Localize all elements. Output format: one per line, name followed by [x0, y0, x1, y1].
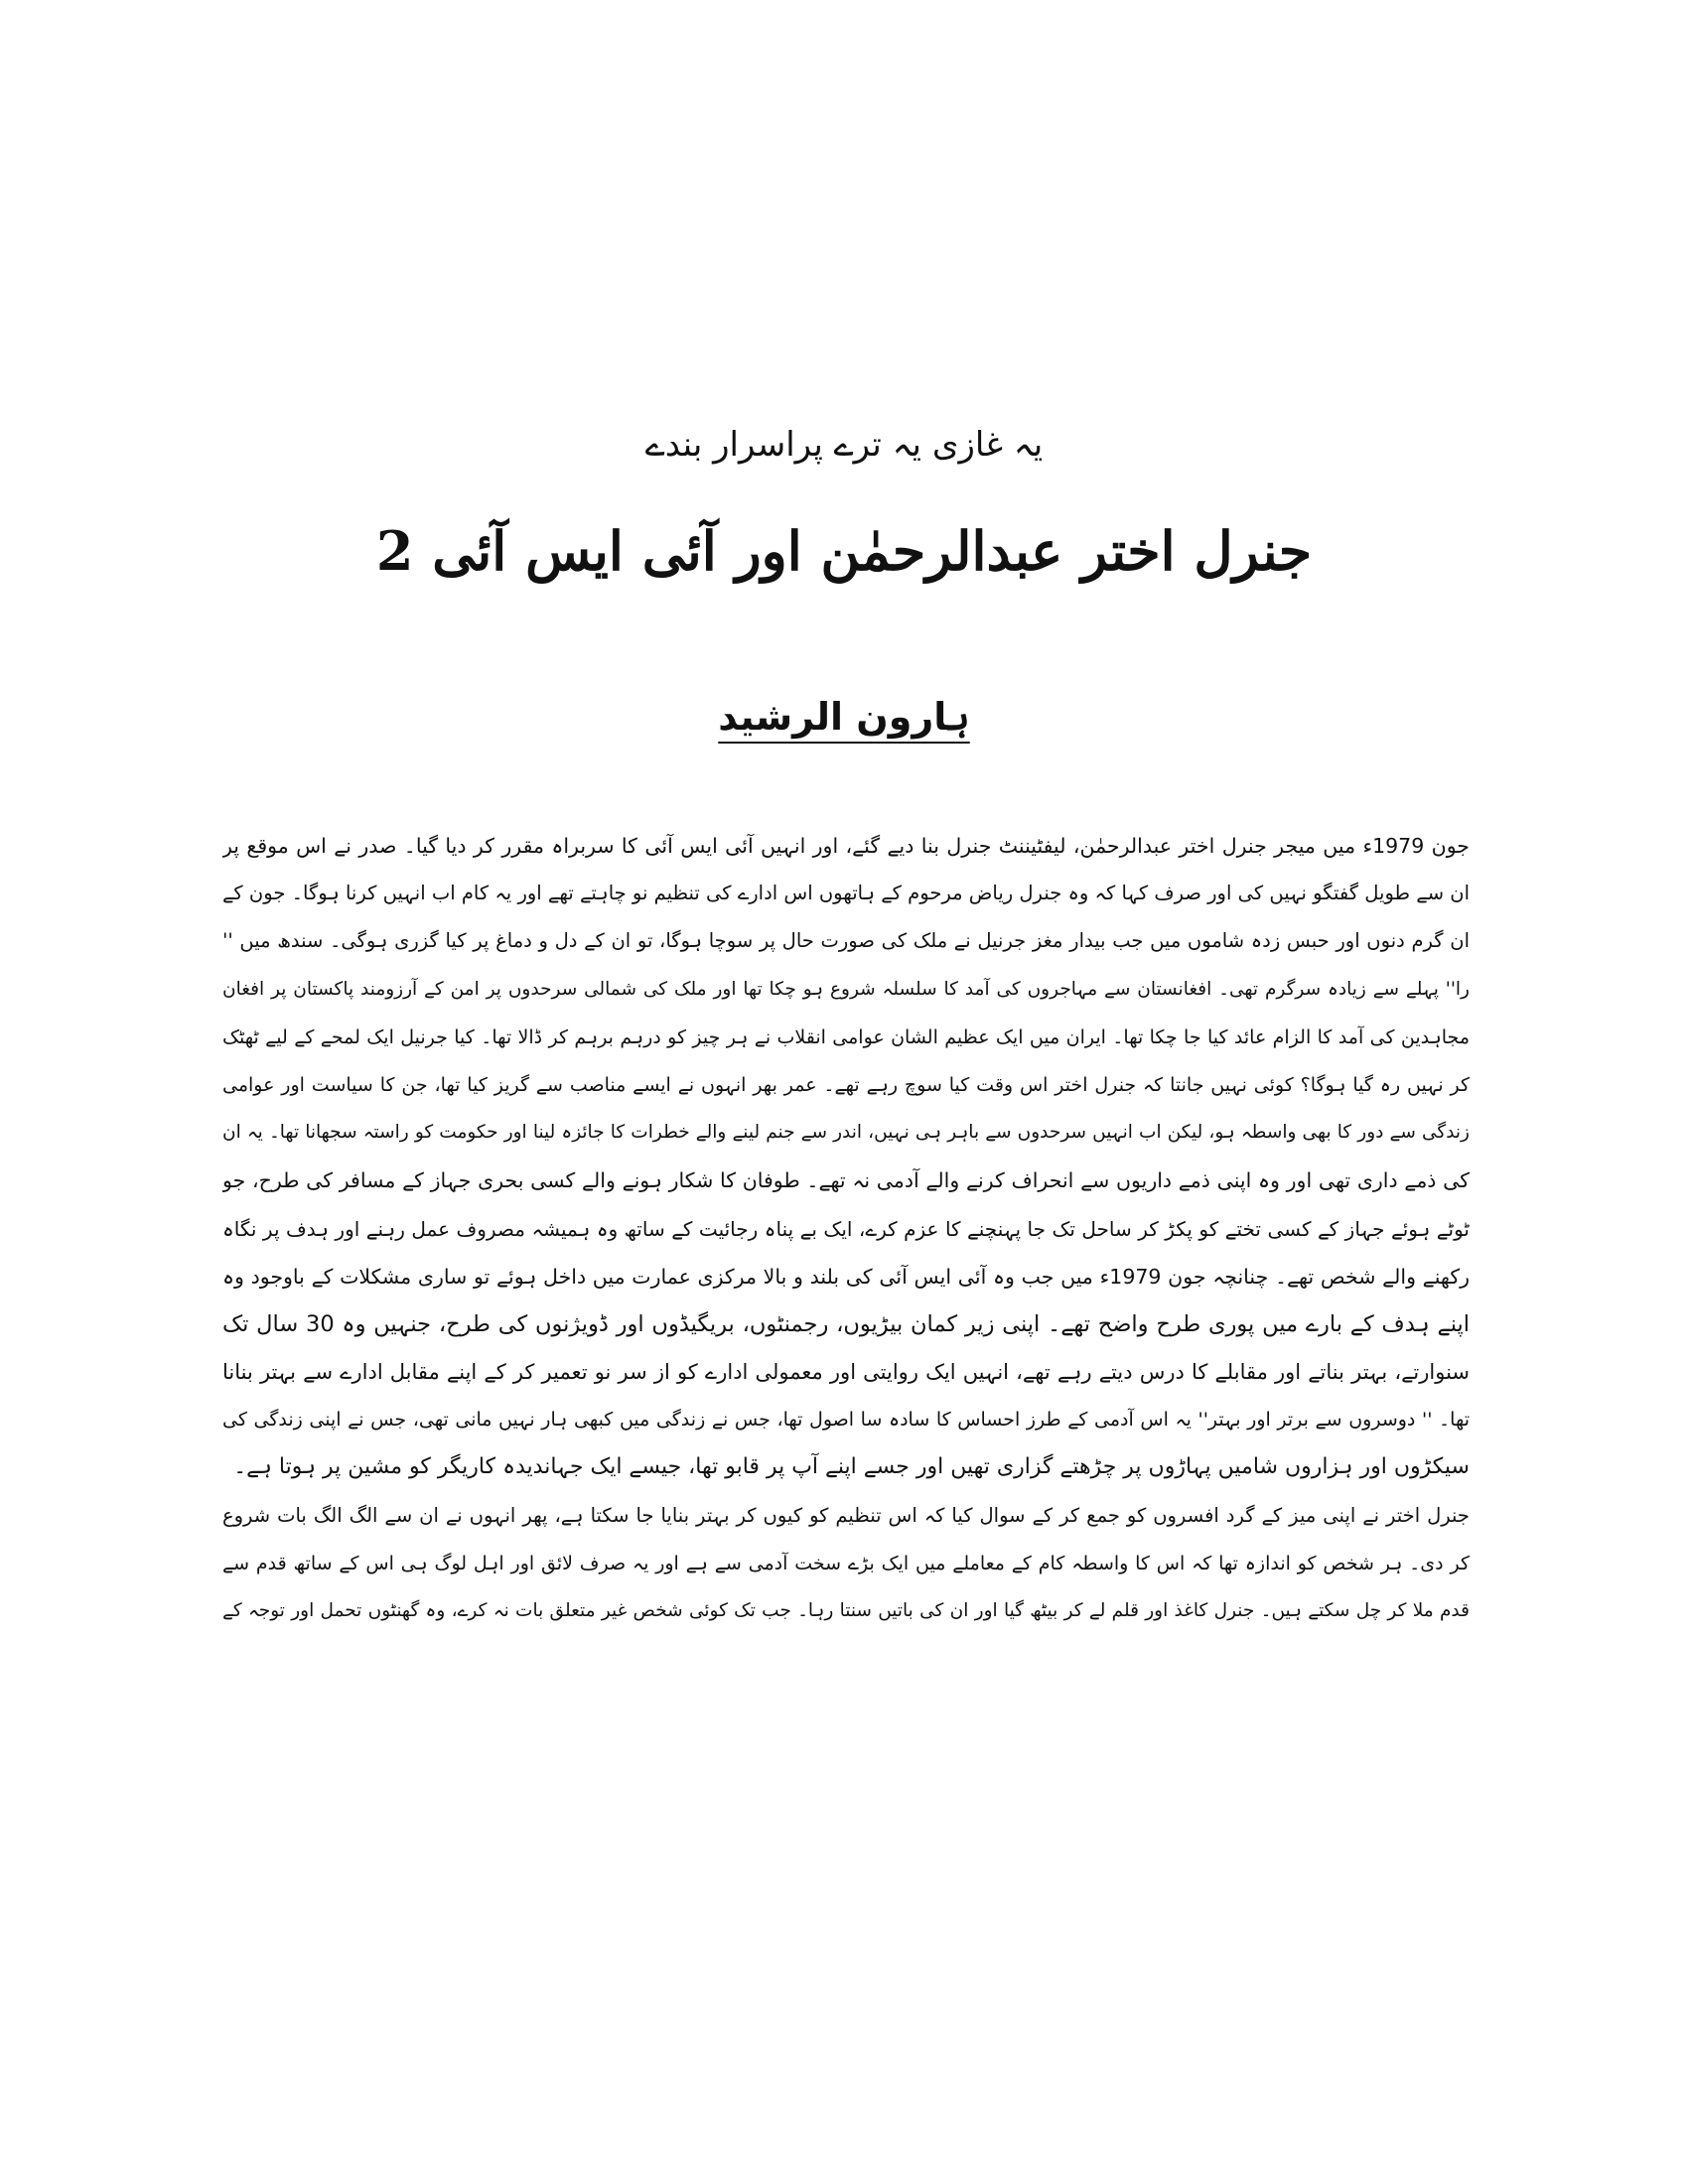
body-line: کر دی۔ ہر شخص کو اندازہ تھا کہ اس کا واسطہ کام کے معاملے میں ایک بڑے سخت آدمی سے ہے اور یہ صرف لائق اور اہل لوگ ہی اس کے ساتھ قدم سے	[222, 1552, 1470, 1574]
body-line: ان گرم دنوں اور حبس زدہ شاموں میں جب بیدار مغز جرنیل نے ملک کی صورت حال پر سوچا ہوگا، تو ان کے دل و دماغ پر کیا گزری ہوگی۔ سندھ میں ''	[222, 929, 1470, 953]
body-line: جنرل اختر نے اپنی میز کے گرد افسروں کو جمع کر کے سوال کیا کہ اس تنظیم کو کیوں کر بہتر بنایا جا سکتا ہے، پھر انہوں نے ان سے الگ الگ بات شروع	[222, 1503, 1470, 1527]
body-line: تھا۔ '' دوسروں سے برتر اور بہتر'' یہ اس آدمی کے طرز احساس کا سادہ سا اصول تھا، جس نے زندگی میں کبھی ہار نہیں مانی تھی، جس نے اپنی زندگی کی	[222, 1409, 1470, 1432]
body-line: را'' پہلے سے زیادہ سرگرم تھی۔ افغانستان سے مہاجروں کی آمد کا سلسلہ شروع ہو چکا تھا اور ملک کی شمالی سرحدوں پر امن کے آرزومند پاکستان پر افغان	[222, 978, 1470, 1000]
body-line: اپنے ہدف کے بارے میں پوری طرح واضح تھے۔ اپنی زیر کمان بیڑیوں، رجمنٹوں، بریگیڈوں اور ڈویژنوں کی طرح، جنہیں وہ 30 سال تک	[222, 1310, 1470, 1337]
author-name-text: ہارون الرشید	[718, 695, 970, 739]
body-line: مجاہدین کی آمد کا الزام عائد کیا جا چکا تھا۔ ایران میں ایک عظیم الشان عوامی انقلاب نے ہر چیز کو درہم برہم کر ڈالا تھا۔ کیا جرنیل ایک لمحے کے لیے ٹھٹک	[222, 1025, 1470, 1048]
body-line: سنوارتے، بہتر بناتے اور مقابلے کا درس دیتے رہے تھے، انہیں ایک روایتی اور معمولی ادارے کو از سر نو تعمیر کر کے اپنے مقابل ادارے سے بہتر بنانا	[222, 1360, 1470, 1385]
author-name	[0, 685, 1688, 749]
body-line: ان سے طویل گفتگو نہیں کی اور صرف کہا کہ وہ جنرل ریاض مرحوم کے ہاتھوں اس ادارے کی تنظیم نو چاہتے تھے اور یہ کام اب انہیں کرنا ہوگا۔ جون کے	[222, 882, 1470, 905]
article-body	[222, 822, 1470, 1635]
body-line: سیکڑوں اور ہزاروں شامیں پہاڑوں پر چڑھتے گزاری تھیں اور جسے اپنے آپ پر قابو تھا، جیسے ایک جہاندیدہ کاریگر کو مشین پر ہوتا ہے۔	[233, 1454, 1470, 1480]
body-line: ٹوٹے ہوئے جہاز کے کسی تختے کو پکڑ کر ساحل تک جا پہنچنے کا عزم کرے، ایک بے پناہ رجائیت کے ساتھ وہ ہمیشہ مصروف عمل رہنے اور ہدف پر نگاہ	[222, 1216, 1470, 1241]
body-line: رکھنے والے شخص تھے۔ چنانچہ جون 1979ء میں جب وہ آئی ایس آئی کی بلند و بالا مرکزی عمارت میں داخل ہوئے تو ساری مشکلات کے باوجود وہ	[222, 1264, 1470, 1289]
body-line: کی ذمے داری تھی اور وہ اپنی ذمے داریوں سے انحراف کرنے والے آدمی نہ تھے۔ طوفان کا شکار ہونے والے کسی بحری جہاز کے مسافر کی طرح، جو	[222, 1168, 1470, 1193]
body-line: قدم ملا کر چل سکتے ہیں۔ جنرل کاغذ اور قلم لے کر بیٹھ گیا اور ان کی باتیں سنتا رہا۔ جب تک کوئی شخص غیر متعلق بات نہ کرے، وہ گھنٹوں تحمل اور توجہ کے	[222, 1600, 1470, 1621]
series-title: یہ غازی یہ ترے پراسرار بندے	[644, 425, 1044, 465]
body-line: جون 1979ء میں میجر جنرل اختر عبدالرحمٰن، لیفٹیننٹ جنرل بنا دیے گئے، اور انہیں آئی ایس آئی کا سربراہ مقرر کر دیا گیا۔ صدر نے اس موقع پر	[222, 834, 1470, 858]
body-line: زندگی سے دور کا بھی واسطہ ہو، لیکن اب انہیں سرحدوں سے باہر ہی نہیں، اندر سے جنم لینے والے خطرات کا جائزہ لینا اور حکومت کو راستہ سجھانا تھا۔ یہ ان	[222, 1122, 1470, 1144]
article-title: جنرل اختر عبدالرحمٰن اور آئی ایس آئی 2	[375, 519, 1313, 583]
body-line: کر نہیں رہ گیا ہوگا؟ کوئی نہیں جانتا کہ جنرل اختر اس وقت کیا سوچ رہے تھے۔ عمر بھر انہوں نے ایسے مناصب سے گریز کیا تھا، جن کا سیاست اور عوامی	[222, 1073, 1470, 1096]
